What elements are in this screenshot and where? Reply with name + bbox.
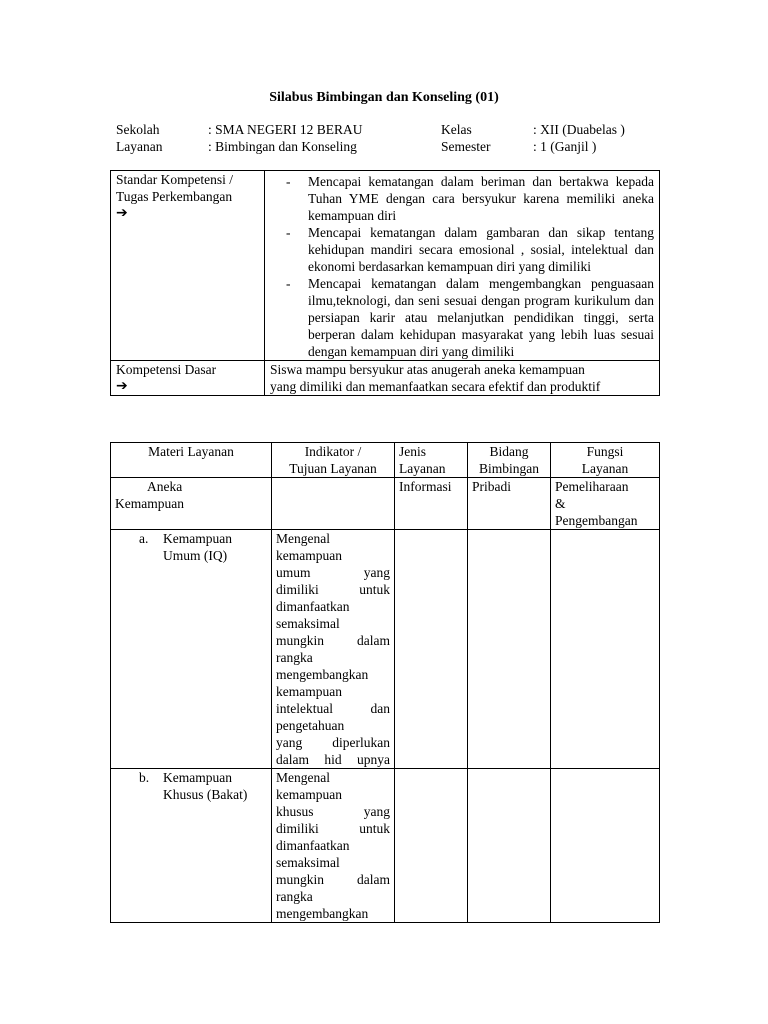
info-row-2 <box>116 138 676 155</box>
header-fungsi-1: Fungsi <box>586 444 624 459</box>
indikator-line: umum yang <box>276 565 390 580</box>
row2-indikator <box>272 530 395 769</box>
standar-item-text: Mencapai kematangan dalam beriman dan bertakwa kepada Tuhan YME dengan cara bersyukur karena memiliki aneka kemampuan diri <box>308 174 654 223</box>
indikator-line: intelektual dan <box>276 701 390 716</box>
header-indikator-2: Tujuan Layanan <box>289 461 377 476</box>
indikator-line: yang diperlukan <box>276 735 390 750</box>
indikator-line: semaksimal <box>276 616 340 631</box>
table-row <box>111 530 660 769</box>
row3-marker: b. <box>139 770 150 785</box>
semester-value: : 1 (Ganjil ) <box>533 139 597 154</box>
indikator-line: dimiliki untuk <box>276 582 390 597</box>
kompetensi-value-cell <box>265 361 660 396</box>
kompetensi-value-1: Siswa mampu bersyukur atas anugerah aneka kemampuan <box>270 362 585 377</box>
semester-label: Semester <box>441 139 491 154</box>
indikator-line: khusus yang <box>276 804 390 819</box>
header-materi-text: Materi Layanan <box>148 444 234 459</box>
row1-materi-1: Aneka <box>147 479 183 494</box>
kompetensi-value-2: yang dimiliki dan memanfaatkan secara efektif dan produktif <box>270 379 601 394</box>
row3-indikator <box>272 769 395 923</box>
row3-jenis <box>395 769 468 923</box>
standar-item <box>270 224 654 275</box>
standar-item <box>270 173 654 224</box>
kelas-value: : XII (Duabelas ) <box>533 122 625 137</box>
indikator-line: Mengenal <box>276 531 330 546</box>
header-indikator-1: Indikator / <box>304 444 362 459</box>
header-materi <box>111 443 272 478</box>
header-bidang <box>468 443 551 478</box>
header-info <box>116 121 676 155</box>
header-jenis-2: Layanan <box>399 461 446 476</box>
row1-materi-2: Kemampuan <box>115 496 184 511</box>
sekolah-value: : SMA NEGERI 12 BERAU <box>208 122 363 137</box>
indikator-line: pengetahuan <box>276 718 345 733</box>
row1-bidang <box>468 478 551 530</box>
layanan-value: : Bimbingan dan Konseling <box>208 139 357 154</box>
header-fungsi-2: Layanan <box>581 461 629 476</box>
row1-fungsi <box>551 478 660 530</box>
standar-row <box>111 171 660 361</box>
indikator-line: Mengenal <box>276 770 330 785</box>
header-fungsi <box>551 443 660 478</box>
row3-materi-2: Khusus (Bakat) <box>163 787 248 802</box>
row2-jenis <box>395 530 468 769</box>
row1-indikator <box>272 478 395 530</box>
kelas-label: Kelas <box>441 122 472 137</box>
indikator-line: dimiliki untuk <box>276 821 390 836</box>
row2-materi-2: Umum (IQ) <box>163 548 228 563</box>
table-header-row <box>111 443 660 478</box>
row2-fungsi <box>551 530 660 769</box>
info-row-1 <box>116 121 676 138</box>
row1-bidang-text: Pribadi <box>472 479 511 494</box>
arrow-right-icon: ➔ <box>116 205 128 221</box>
standar-items-cell <box>265 171 660 361</box>
indikator-line: rangka <box>276 889 313 904</box>
row3-fungsi <box>551 769 660 923</box>
kompetensi-row <box>111 361 660 396</box>
indikator-line: semaksimal <box>276 855 340 870</box>
dash-bullet: - <box>286 174 291 189</box>
header-indikator <box>272 443 395 478</box>
row3-materi <box>111 769 272 923</box>
header-bidang-1: Bidang <box>489 444 529 459</box>
row2-materi <box>111 530 272 769</box>
row3-bidang <box>468 769 551 923</box>
header-jenis <box>395 443 468 478</box>
row1-jenis <box>395 478 468 530</box>
row2-marker: a. <box>139 531 149 546</box>
row1-fungsi-1: Pemeliharaan <box>555 479 629 494</box>
row2-bidang <box>468 530 551 769</box>
indikator-line: rangka <box>276 650 313 665</box>
arrow-right-icon: ➔ <box>116 378 128 394</box>
standar-item-text: Mencapai kematangan dalam mengembangkan penguasaan ilmu,teknologi, dan seni sesuai dengan program kurikulum dan persiapan karir atau melanjutkan pendidikan tinggi, serta berperan dalam kehidupan masyarakat yang lebih luas sesuai dengan kemampuan diri yang dimiliki <box>308 276 654 359</box>
row2-materi-1: Kemampuan <box>163 531 232 546</box>
table-row <box>111 769 660 923</box>
row3-materi-item <box>115 769 267 803</box>
dash-bullet: - <box>286 225 291 240</box>
indikator-line: mungkin dalam <box>276 872 390 887</box>
indikator-line: kemampuan <box>276 684 342 699</box>
row3-materi-1: Kemampuan <box>163 770 232 785</box>
row1-fungsi-2: & <box>555 496 566 511</box>
standar-label-1: Standar Kompetensi / <box>116 172 233 187</box>
indikator-line: mengembangkan <box>276 906 369 921</box>
sekolah-label: Sekolah <box>116 122 160 137</box>
standar-item <box>270 275 654 360</box>
indikator-line: dalam hid upnya <box>276 752 390 767</box>
indikator-line: mengembangkan <box>276 667 369 682</box>
kompetensi-label-cell <box>111 361 265 396</box>
row2-materi-item <box>115 530 267 564</box>
dash-bullet: - <box>286 276 291 291</box>
table-row <box>111 478 660 530</box>
indikator-line: kemampuan <box>276 548 342 563</box>
standar-kompetensi-table <box>110 170 660 396</box>
standar-item-text: Mencapai kematangan dalam gambaran dan sikap tentang kehidupan mandiri secara emosional , sosial, intelektual dan ekonomi berdasarkan kemampuan diri yang dimiliki <box>308 225 654 274</box>
layanan-label: Layanan <box>116 139 163 154</box>
standar-label-2: Tugas Perkembangan <box>116 189 233 204</box>
kompetensi-label: Kompetensi Dasar <box>116 362 217 377</box>
row1-jenis-text: Informasi <box>399 479 452 494</box>
row1-fungsi-3: Pengembangan <box>555 513 638 528</box>
indikator-line: mungkin dalam <box>276 633 390 648</box>
standar-label-cell <box>111 171 265 361</box>
indikator-line: dimanfaatkan <box>276 599 350 614</box>
page-title: Silabus Bimbingan dan Konseling (01) <box>269 90 499 105</box>
header-bidang-2: Bimbingan <box>479 461 539 476</box>
indikator-line: dimanfaatkan <box>276 838 350 853</box>
row1-materi <box>111 478 272 530</box>
header-jenis-1: Jenis <box>399 444 426 459</box>
materi-layanan-table <box>110 442 660 923</box>
indikator-line: kemampuan <box>276 787 342 802</box>
